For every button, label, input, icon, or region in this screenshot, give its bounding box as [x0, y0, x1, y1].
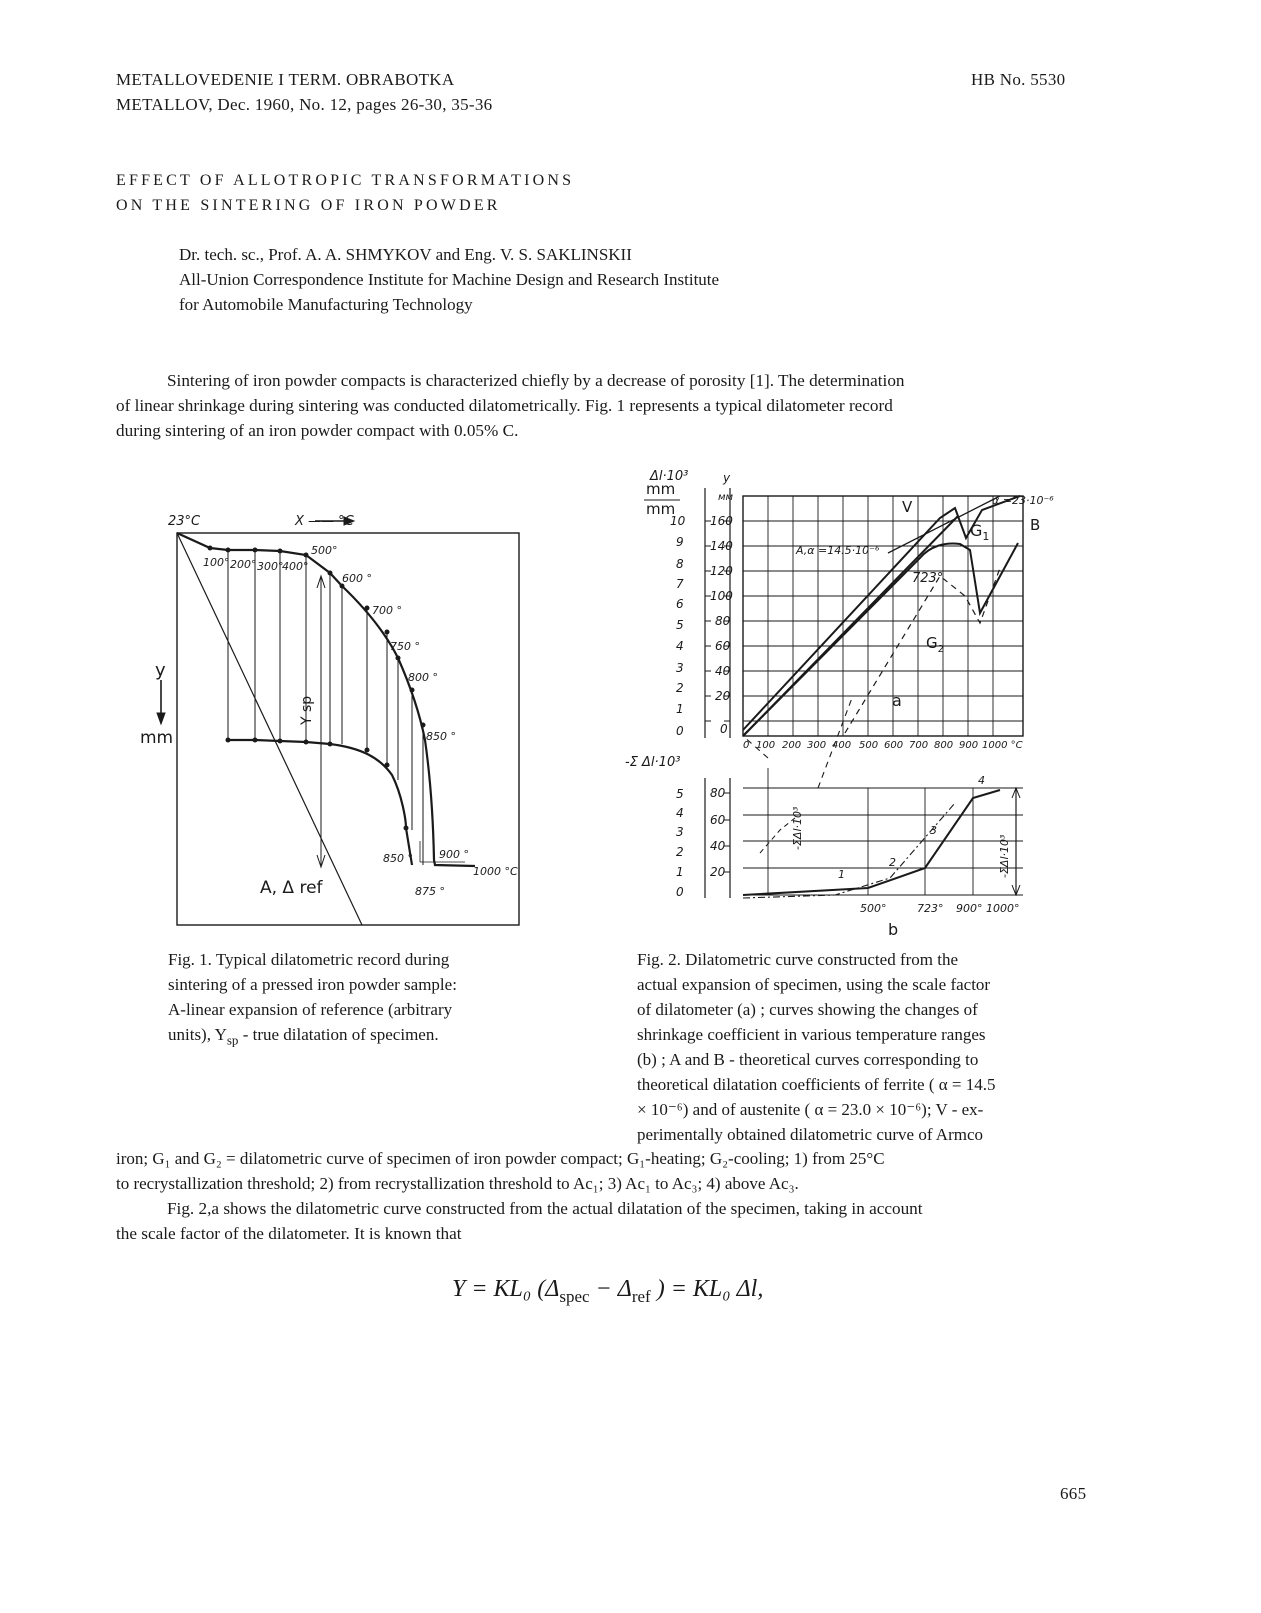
fig2a-label-V: V	[902, 498, 913, 516]
fig2b-inner-label: -ΣΔl·10³	[791, 806, 804, 850]
fig2-caption-line8: perimentally obtained dilatometric curve of Armco	[637, 1125, 984, 1144]
fig1-ref-label: A, Δ ref	[260, 878, 323, 898]
fig1-temp-900: 900 °	[439, 848, 469, 861]
intro-line1: Sintering of iron powder compacts is characterized chiefly by a decrease of porosity [1]. The determination	[167, 371, 905, 390]
fig2b-tick-5: 5	[676, 787, 684, 801]
fig2b-seg-3: 3	[930, 824, 937, 837]
fig2b-tick-4: 4	[676, 806, 684, 820]
fig2b-seg-4: 4	[978, 774, 985, 787]
fig1-temp-300: 300°	[257, 560, 284, 573]
fig2a-label-austenite: α =23·10⁻⁶	[992, 494, 1054, 507]
fig2a-label-G1: $G_1$	[970, 521, 990, 543]
fig1-temp-850: 850 °	[426, 730, 456, 743]
journal-name-line1: METALLOVEDENIE I TERM. OBRABOTKA	[116, 70, 455, 89]
fig1-temp-875: 875 °	[415, 885, 445, 898]
fig2a-mm-120: 120	[710, 564, 733, 578]
fig2a-x-900: 900	[959, 740, 979, 751]
journal-name-line2: METALLOV, Dec. 1960, No. 12, pages 26-30, 35-36	[116, 95, 493, 114]
fig2a-mm-40: 40	[715, 664, 731, 678]
fig2b-x-900: 900°	[956, 902, 983, 915]
fig1-temp-1000: 1000 °C	[473, 865, 518, 878]
fig1-x-axis-label: X —— °C	[295, 514, 354, 529]
fig2a-label-ferrite: A,α =14.5·10⁻⁶	[796, 544, 880, 557]
fig2-y-axis-unit: мм	[718, 492, 734, 503]
fig2-caption-line1: Fig. 2. Dilatometric curve constructed from the	[637, 950, 959, 969]
fig2a-x-800: 800	[934, 740, 954, 751]
fig1-y-label: y	[155, 660, 166, 681]
fig2-unit-den: mm	[646, 500, 676, 518]
hb-number: HB No. 5530	[971, 70, 1066, 89]
fig1-temp-400: 400°	[282, 560, 309, 573]
fig2a-tick-0: 0	[676, 724, 684, 738]
fig2b-axis-label: -Σ Δl·10³	[625, 755, 681, 770]
fig2-caption-line4: shrinkage coefficient in various temperature ranges	[637, 1025, 986, 1044]
fig1-temp-200: 200°	[230, 558, 257, 571]
fig1-ysp-label: Y sp	[299, 695, 315, 725]
fig2a-mm-100: 100	[710, 589, 733, 603]
fig2-caption-line5: (b) ; A and B - theoretical curves corresponding to	[637, 1050, 979, 1069]
caption-continuation-line2: to recrystallization threshold; 2) from recrystallization threshold to Ac₁; 3) Ac₁ to Ac₃; 4) above Ac₃.	[116, 1174, 799, 1193]
fig2-caption-line2: actual expansion of specimen, using the scale factor	[637, 975, 991, 994]
fig1-caption-line1: Fig. 1. Typical dilatometric record during	[168, 950, 450, 969]
caption-continuation-line1: iron; G₁ and G₂ = dilatometric curve of specimen of iron powder compact; G₁-heating; G₂-cooling; 1) from 25°C	[116, 1149, 885, 1168]
figure-1	[130, 500, 550, 940]
fig1-corner-label: 23°C	[168, 514, 201, 529]
fig2-unit-num: mm	[646, 480, 676, 498]
fig2a-label-723: 723°	[912, 571, 944, 586]
fig2a-mm-20: 20	[715, 689, 731, 703]
fig2a-mm-160: 160	[710, 514, 733, 528]
fig1-cooling-curve	[228, 740, 412, 865]
fig1-temp-800: 800 °	[408, 671, 438, 684]
intro-line3: during sintering of an iron powder compact with 0.05% C.	[116, 421, 519, 440]
fig2a-label-a: a	[892, 691, 902, 710]
fig2a-mm-140: 140	[710, 539, 733, 553]
fig2a-mm-80: 80	[715, 614, 731, 628]
affiliation-line2: for Automobile Manufacturing Technology	[179, 295, 473, 314]
fig1-caption-line4: units), $Y_{sp}$ - true dilatation of specimen.	[168, 1025, 439, 1048]
authors-line: Dr. tech. sc., Prof. A. A. SHMYKOV and Eng. V. S. SAKLINSKII	[179, 245, 632, 264]
fig2a-x-0: 0	[743, 740, 750, 751]
fig2b-tick-3: 3	[676, 825, 684, 839]
fig1-temp-600: 600 °	[342, 572, 372, 585]
fig2a-tick-7: 7	[676, 577, 684, 591]
fig1-heating-curve	[177, 533, 475, 866]
fig2-caption-line7: × 10⁻⁶) and of austenite ( α = 23.0 × 10⁻⁶); V - ex-	[637, 1100, 984, 1119]
fig2b-tick-2: 2	[676, 845, 684, 859]
fig2a-tick-6: 6	[676, 597, 684, 611]
fig1-reference-line	[177, 533, 362, 925]
fig2a-mm-60: 60	[715, 639, 731, 653]
fig2a-x-300: 300	[807, 740, 827, 751]
fig2a-label-G2: $G_2$	[926, 634, 944, 655]
fig2b-seg-2: 2	[889, 856, 896, 869]
fig2a-tick-8: 8	[676, 557, 684, 571]
fig2a-tick-9: 9	[676, 535, 684, 549]
fig1-temp-100: 100°	[203, 556, 230, 569]
fig2a-curve-G1	[743, 543, 1018, 736]
fig2b-shrinkage-curve	[743, 790, 1000, 895]
fig2b-x-500: 500°	[860, 902, 887, 915]
figure-2	[620, 458, 1060, 948]
fig1-temp-750: 750 °	[390, 640, 420, 653]
fig1-temp-500: 500°	[311, 544, 338, 557]
fig2b-mm-60: 60	[710, 813, 726, 827]
body-paragraph-line1: Fig. 2,a shows the dilatometric curve constructed from the actual dilatation of the specimen, taking in account	[167, 1199, 923, 1218]
affiliation-line1: All-Union Correspondence Institute for Machine Design and Research Institute	[179, 270, 720, 289]
page-number: 665	[1060, 1484, 1087, 1503]
fig2a-x-400: 400	[832, 740, 852, 751]
fig2a-x-100: 100	[756, 740, 776, 751]
fig2b-mm-40: 40	[710, 839, 726, 853]
fig2a-mm-0: 0	[720, 722, 728, 736]
body-paragraph-line2: the scale factor of the dilatometer. It is known that	[116, 1224, 462, 1243]
fig2b-x-723: 723°	[917, 902, 944, 915]
fig1-temp-850-cool: 850 °	[383, 852, 413, 865]
fig2a-x-600: 600	[884, 740, 904, 751]
fig2a-label-B: B	[1030, 516, 1041, 534]
fig2a-tick-4: 4	[676, 639, 684, 653]
paper-title-line1: EFFECT OF ALLOTROPIC TRANSFORMATIONS	[116, 172, 575, 189]
fig2b-mm-80: 80	[710, 786, 726, 800]
equation: Y = KL₀ ($\Delta_{spec} - \Delta_{ref}$ ) = KL₀ Δl,	[452, 1276, 764, 1306]
fig2b-label-b: b	[888, 920, 899, 939]
fig2a-x-200: 200	[782, 740, 802, 751]
fig2a-x-500: 500	[859, 740, 879, 751]
intro-line2: of linear shrinkage during sintering was conducted dilatometrically. Fig. 1 represents a typical dilatometer record	[116, 396, 893, 415]
fig1-temp-700: 700 °	[372, 604, 402, 617]
fig2-caption-line6: theoretical dilatation coefficients of ferrite ( α = 14.5	[637, 1075, 996, 1094]
fig2b-right-label: -ΣΔl·10³	[998, 834, 1011, 878]
fig2a-x-700: 700	[909, 740, 929, 751]
fig1-caption-line3: A-linear expansion of reference (arbitrary	[168, 1000, 453, 1019]
fig2b-seg-1: 1	[838, 868, 845, 881]
paper-title-line2: ON THE SINTERING OF IRON POWDER	[116, 197, 501, 214]
fig2a-tick-3: 3	[676, 661, 684, 675]
fig2b-tick-1: 1	[676, 865, 684, 879]
fig1-caption-line2: sintering of a pressed iron powder sample:	[168, 975, 457, 994]
fig2a-tick-5: 5	[676, 618, 684, 632]
fig2-caption-line3: of dilatometer (a) ; curves showing the changes of	[637, 1000, 978, 1019]
fig2-top-axis-label: Δl·10³	[650, 469, 689, 484]
fig2a-tick-2: 2	[676, 681, 684, 695]
fig2-y-axis-label: y	[723, 471, 731, 485]
fig2b-x-1000: 1000°	[986, 902, 1020, 915]
fig2a-tick-1: 1	[676, 702, 684, 716]
fig2b-tick-0: 0	[676, 885, 684, 899]
fig2a-tick-10: 10	[670, 514, 686, 528]
fig2b-mm-20: 20	[710, 865, 726, 879]
fig1-y-unit: mm	[140, 728, 174, 748]
fig2a-x-1000: 1000 °C	[982, 740, 1023, 751]
